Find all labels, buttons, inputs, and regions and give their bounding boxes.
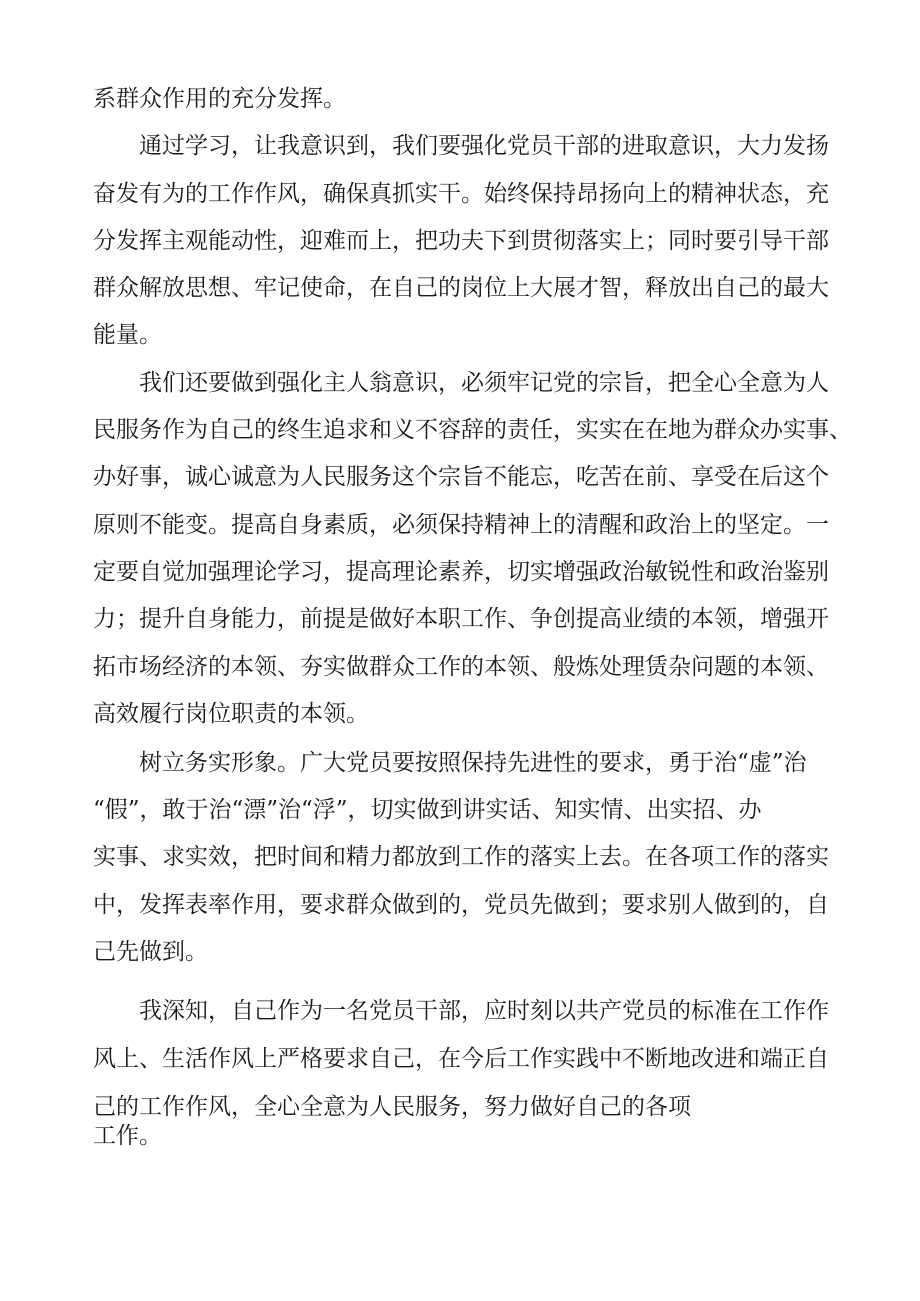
text-line: 分发挥主观能动性，迎难而上，把功夫下到贯彻落实上；同时要引导干部 (93, 228, 829, 254)
text-line: 能量。 (93, 322, 162, 348)
text-line: 奋发有为的工作作风，确保真抓实干。始终保持昂扬向上的精神状态，充 (93, 181, 829, 207)
text-line: 我深知，自己作为一名党员干部，应时刻以共产党员的标准在工作作 (139, 998, 829, 1024)
text-line: 己先做到。 (93, 939, 208, 965)
text-line: 通过学习，让我意识到，我们要强化党员干部的进取意识，大力发扬 (139, 133, 829, 159)
text-line: “假”，敢于治“漂”治“浮”，切实做到讲实话、知实情、出实招、办 (93, 797, 762, 823)
text-line: 树立务实形象。广大党员要按照保持先进性的要求，勇于治“虚”治 (139, 750, 807, 776)
text-line: 系群众作用的充分发挥。 (93, 86, 346, 112)
text-line: 实事、求实效，把时间和精力都放到工作的落实上去。在各项工作的落实 (93, 844, 829, 870)
text-line: 拓市场经济的本领、夯实做群众工作的本领、般炼处理赁杂问题的本领、 (93, 654, 829, 680)
text-line: 己的工作作风，全心全意为人民服务，努力做好自己的各项 (93, 1094, 691, 1120)
text-line: 原则不能变。提高自身素质，必须保持精神上的清醒和政治上的坚定。一 (93, 512, 829, 538)
text-line: 我们还要做到强化主人翁意识，必须牢记党的宗旨，把全心全意为人 (139, 370, 829, 396)
text-line: 定要自觉加强理论学习，提高理论素养，切实增强政治敏锐性和政治鉴别 (93, 559, 829, 585)
text-line: 民服务作为自己的终生追求和义不容辞的责任，实实在在地为群众办实事、 (93, 417, 852, 443)
text-line: 群众解放思想、牢记使命，在自己的岗位上大展才智，释放出自己的最大 (93, 275, 829, 301)
text-line: 办好事，诚心诚意为人民服务这个宗旨不能忘，吃苦在前、享受在后这个 (93, 464, 829, 490)
text-line: 中，发挥表率作用，要求群众做到的，党员先做到；要求别人做到的，自 (93, 892, 829, 918)
text-line: 高效履行岗位职责的本领。 (93, 701, 369, 727)
text-line: 风上、生活作风上严格要求自己，在今后工作实践中不断地改进和端正自 (93, 1046, 829, 1072)
text-line: 工作。 (93, 1123, 162, 1149)
text-line: 力；提升自身能力，前提是做好本职工作、争创提高业绩的本领，增强开 (93, 606, 829, 632)
